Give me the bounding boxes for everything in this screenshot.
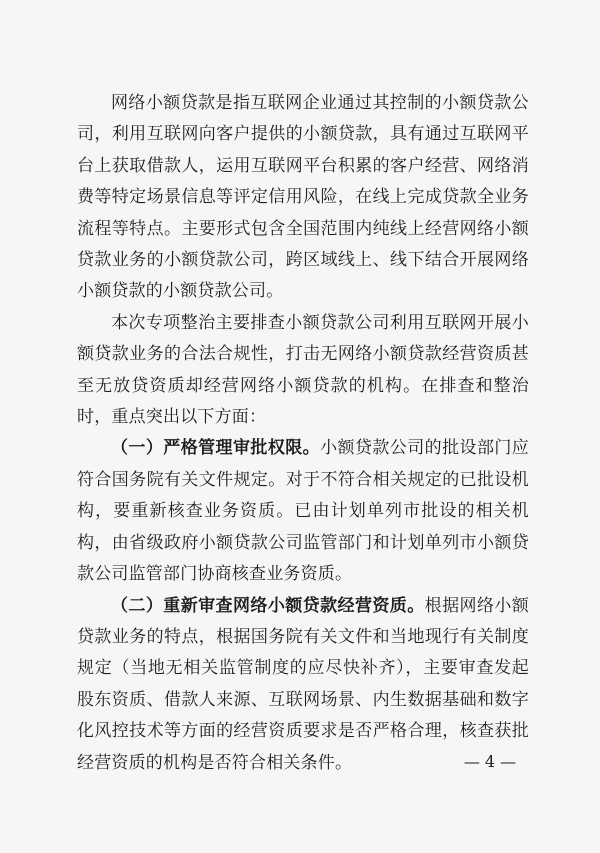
- paragraph-lead: （二）重新审查网络小额贷款经营资质。: [111, 595, 425, 616]
- paragraph-text: 本次专项整治主要排查小额贷款公司利用互联网开展小额贷款业务的合法合规性，打击无网络小额贷款经营资质甚至无放贷资质却经营网络小额贷款的机构。在排查和整治时，重点突出以下方面：: [77, 312, 529, 428]
- paragraph-definition: [77, 88, 529, 308]
- paragraph-item-1: [77, 433, 529, 590]
- paragraph-text: 根据网络小额贷款业务的特点，根据国务院有关文件和当地现行有关制度规定（当地无相关监管制度的应尽快补齐），主要审查发起股东资质、借款人来源、互联网场景、内生数据基础和数字化风控技术等方面的经营资质要求是否严格合理，核查获批经营资质的机构是否符合相关条件。: [77, 595, 529, 773]
- paragraph-scope: [77, 308, 529, 434]
- paragraph-text: 小额贷款公司的批设部门应符合国务院有关文件规定。对于不符合相关规定的已批设机构，要重新核查业务资质。已由计划单列市批设的相关机构，由省级政府小额贷款公司监管部门和计划单列市小额贷款公司监管部门协商核查业务资质。: [77, 438, 529, 585]
- paragraph-item-2: [77, 591, 529, 779]
- paragraph-lead: （一）严格管理审批权限。: [111, 438, 321, 459]
- page-number: — 4 —: [463, 752, 517, 771]
- body-text: [77, 88, 529, 779]
- paragraph-text: 网络小额贷款是指互联网企业通过其控制的小额贷款公司，利用互联网向客户提供的小额贷款，具有通过互联网平台上获取借款人，运用互联网平台积累的客户经营、网络消费等特定场景信息等评定信用风险，在线上完成贷款全业务流程等特点。主要形式包含全国范围内纯线上经营网络小额贷款业务的小额贷款公司，跨区域线上、线下结合开展网络小额贷款的小额贷款公司。: [77, 93, 529, 302]
